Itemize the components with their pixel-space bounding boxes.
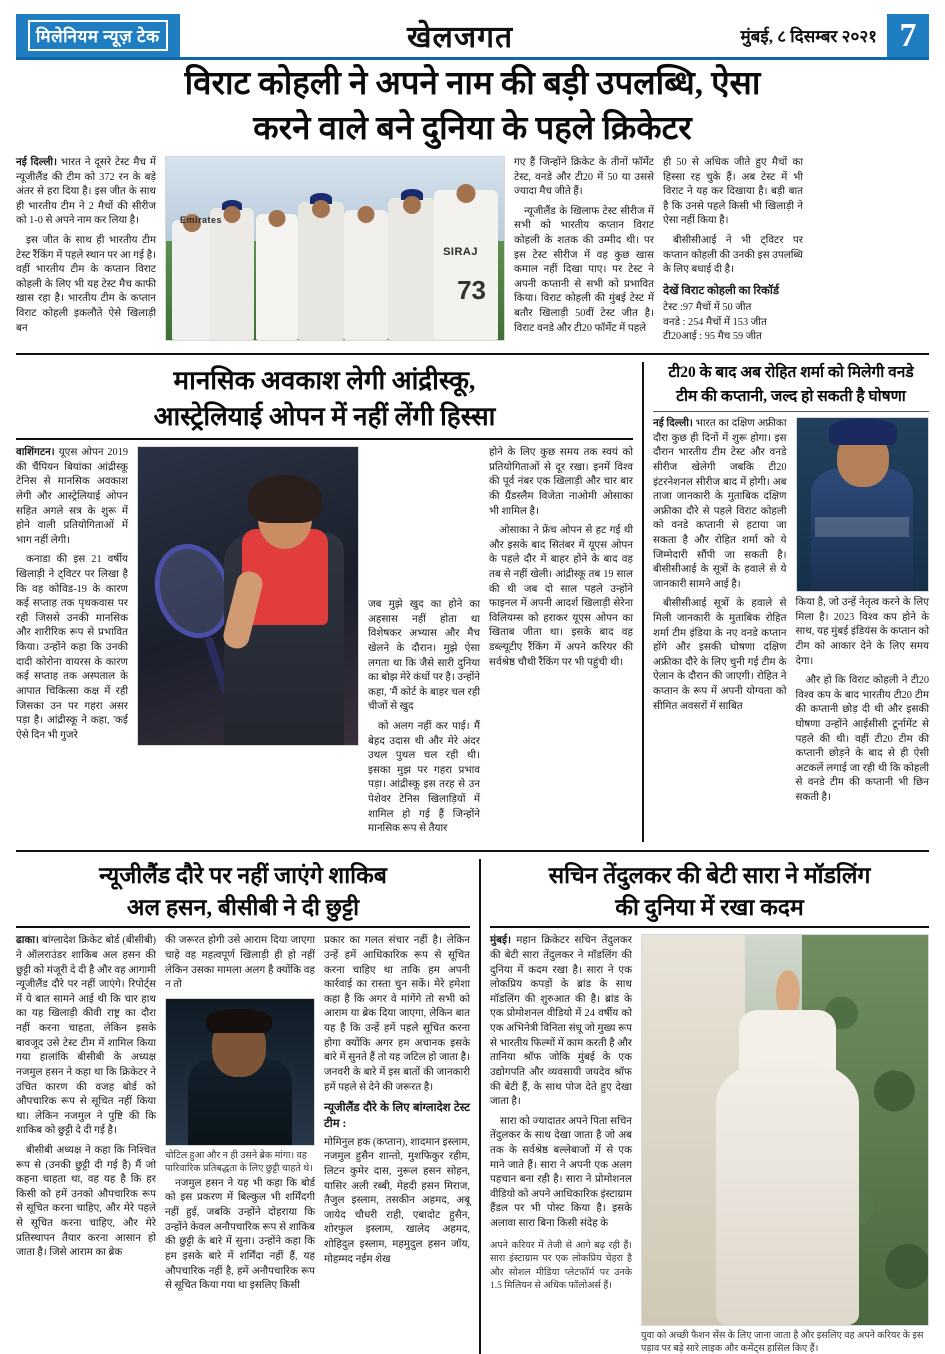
rohit-col1-para1: भारत का दक्षिण अफ्रीका दौरा कुछ ही दिनों में शुरू होगा। इस दौरान भारतीय टीम टेस्ट और वनडे सीरीज खेलेगी जबकि टी20 इंटरनेशनल सीरीज बाद में होगी। अब ताजा जानकारी के मुताबिक दक्षिण अफ्रीका दौरे से पहले विराट कोहली को वनडे कप्तानी से हटाया जा सकता है और रोहित शर्मा को ये जिम्मेदारी सौंपी जा सकती है। बीसीसीआई के सूत्रों के हवाले से ये जानकारी सामने आई है। <box>653 418 787 590</box>
lead-col2-para2: न्यूजीलैंड के खिलाफ टेस्ट सीरीज में सभी को भारतीय कप्तान विराट कोहली के शतक की उम्मीद थी। पर इस टेस्ट सीरीज में वह कुछ खास कमाल नहीं दिखा पाए। पर टेस्ट ने अपनी कप्तानी से सभी को प्रभावित किया। विराट कोहली की मुंबई टेस्ट में बतौर खिलाड़ी 50वीं टेस्ट जीत है। विराट वनडे और टी20 फॉर्मेट में पहले <box>514 205 654 334</box>
lead-col2 <box>514 156 654 345</box>
andreescu-col3-para1: होने के लिए कुछ समय तक स्वयं को प्रतियोगिताओं से दूर रखा। इनमें विश्व की पूर्व नंबर एक खिलाड़ी और चार बार की ग्रैंडस्लैम विजेता नाओमी ओसाका भी शामिल है। <box>489 447 633 517</box>
shakib-col1 <box>16 934 156 1298</box>
andreescu-col2-para2: को अलग नहीं कर पाई। मैं बेहद उदास थी और मेरे अंदर उथल पुथल चल रही थी। इसका मुझ पर गहरा प्रभाव पड़ा। आंद्रीस्कू इस तरह से उन पेशेवर टेनिस खिलाड़ियों में शामिल हो गई हैं जिन्होंने मानसिक रूप से तैयार <box>368 721 480 835</box>
story-sara <box>479 859 929 1354</box>
rohit-right-col <box>796 417 930 811</box>
sara-tendulkar-photo <box>641 934 929 1326</box>
kohli-record-test: टेस्ट :97 मैचों में 50 जीत <box>663 302 752 314</box>
rohit-headline-line2: टीम की कप्तानी, जल्द हो सकती है घोषणा <box>676 387 906 405</box>
dateline: मुंबई, ८ दिसम्बर २०२१ <box>740 27 877 46</box>
story-shakib <box>16 859 470 1354</box>
rohit-col2-para2: और हो कि विराट कोहली ने टी20 विश्व कप के बाद भारतीय टी20 टीम की कप्तानी छोड़ दी थी और इसकी घोषणा उन्होंने आईसीसी टूर्नामेंट से पहले की थी। वहीं टी20 टीम की कप्तानी छोड़ने के बाद से ही ऐसी अटकलें लगाई जा रही थी कि कोहली से वनडे टीम की कप्तानी भी छिन सकती है। <box>795 675 929 804</box>
section-title-container <box>180 14 741 57</box>
newspaper-logo <box>16 14 180 57</box>
andreescu-headline-line2: आस्ट्रेलियाई ओपन में नहीं लेंगी हिस्सा <box>153 402 496 432</box>
newspaper-logo-text: मिलेनियम न्यूज़ टेक <box>28 20 168 51</box>
shakib-photo-caption: चोटिल हुआ और न ही उसने ब्रेक मांगा। वह पारिवारिक प्रतिबद्धता के लिए छुट्टी चाहते थे। <box>165 1150 313 1174</box>
lead-headline-line1: विराट कोहली ने अपने नाम की बड़ी उपलब्धि, ऐसा <box>184 66 761 102</box>
page-number-badge: 7 <box>887 14 929 57</box>
shakib-col2 <box>165 934 315 1298</box>
jersey-name-text: SIRAJ <box>443 245 478 258</box>
sara-place: मुंबई। <box>490 935 511 947</box>
lead-photo-wrap <box>165 156 505 345</box>
lead-col1-place: नई दिल्ली। <box>16 156 57 168</box>
jersey-sponsor-text: Emirates <box>180 214 223 225</box>
middle-band <box>16 362 929 842</box>
sara-caption-right: युवा को अच्छी फैशन सेंस के लिए जाना जाता है और इसलिए वह अपने करियर के इस पड़ाव पर बड़े सारे लाइक और कमेंट्स हासिल किए हैं। <box>641 1331 924 1354</box>
shakib-al-hasan-photo <box>165 998 315 1146</box>
andreescu-col1 <box>16 446 128 842</box>
kohli-record-box <box>663 283 803 345</box>
bottom-band <box>16 859 929 1354</box>
shakib-col2-para1: की जरूरत होगी उसे आराम दिया जाएगा चाहे वह महत्वपूर्ण खिलाड़ी ही हो नहीं लेकिन उसका मामला अलग है क्योंकि वह न तो <box>165 935 315 991</box>
shakib-col3 <box>324 934 470 1298</box>
lead-headline-line2: करने वाले बने दुनिया के पहले क्रिकेटर <box>253 110 692 147</box>
lead-col3-para2: बीसीसीआई ने भी ट्विटर पर कप्तान कोहली की उनकी इस उपलब्धि के लिए बधाई दी है। <box>663 234 803 276</box>
section-title: खेलजगत <box>406 21 514 54</box>
story-andreescu <box>16 362 633 842</box>
rohit-headline-line1: टी20 के बाद अब रोहित शर्मा को मिलेगी वनडे <box>668 363 914 381</box>
andreescu-col3 <box>489 446 633 842</box>
kohli-record-t20i: टी20आई : 95 मैच 59 जीत <box>663 331 762 343</box>
andreescu-col2 <box>368 446 480 842</box>
shakib-col2-para2: नजमुल हसन ने यह भी कहा कि बोर्ड को इस प्रकरण में बिल्कुल भी शर्मिंदगी नहीं हुई, जबकि उन्होंने दोहराया कि उन्होंने केवल अनौपचारिक रूप से शाकिब की छुट्टी के बारे में सुना। उन्होंने कहा कि हम इसके बारे में शर्मिंदा नहीं हैं, यह औपचारिक नहीं है, हमें अनौपचारिक रूप से सूचित किया गया था इसलिए किसी <box>165 1177 315 1292</box>
lead-col1-para1: भारत ने दूसरे टेस्ट मैच में न्यूजीलैंड की टीम को 372 रन के बड़े अंतर से हरा दिया है। इस जीत के साथ ही भारतीय टीम ने 2 मैचों की सीरीज को 1-0 से अपने नाम कर लिया है। <box>16 156 156 227</box>
shakib-headline-line2: अल हसन, बीसीबी ने दी छुट्टी <box>126 894 360 920</box>
rohit-sharma-photo <box>796 417 930 592</box>
rohit-col1-para2: बीसीसीआई सूत्रों के हवाले से मिली जानकारी के मुताबिक रोहित शर्मा टीम इंडिया के नए वनडे कप्तान होंगे और इसकी घोषणा दक्षिण अफ्रीका दौरे के लिए चुनी गई टीम के ऐलान के दौरान की जाएगी। रोहित ने कप्तान के रूप में अपनी योग्यता को सीमित अवसरों में साबित <box>653 598 787 712</box>
rohit-place: नई दिल्ली। <box>653 418 693 430</box>
shakib-place: ढाका। <box>16 935 39 947</box>
rohit-col2-para1: किया है, जो उन्हें नेतृत्व करने के लिए मिला है। 2023 विश्व कप होने के साथ, यह मुंबई इंडियंस के कप्तान को टीम को आकार देने के लिए समय देगा। <box>795 597 929 667</box>
andreescu-col2-para1: जब मुझे खुद का होने का अहसास नहीं होता था विशेषकर अभ्यास और मैच खेलने के दौरान। मुझे ऐसा लगता था कि जैसे सारी दुनिया का बोझ मेरे कंधों पर है। उन्होंने कहा, 'मैं कोर्ट के बाहर चल रही चीजों से खुद <box>368 599 480 713</box>
andreescu-col1-para1: यूएस ओपन 2019 की चैंपियन बियांका आंद्रीस्कू टेनिस से मानसिक अवकाश लेगी और आस्ट्रेलियाई ओपन सहित अगले सत्र के शुरू में होने वाली प्रतियोगिताओं में भाग नहीं लेगी। <box>16 447 129 546</box>
shakib-col1-para1: बांग्लादेश क्रिकेट बोर्ड (बीसीबी) ने ऑलराउंडर शाकिब अल हसन की छुट्टी को मंजूरी दे दी है और वह आगामी न्यूजीलैंड दौरे पर नहीं जाएंगे। रिपोर्ट्स में ये बात सामने आई थी कि चार हाथ का यह खिलाड़ी कीवी राष्ट्र का दौरा नहीं करना चाहता, लेकिन इसके बावजूद उसे टेस्ट टीम में शामिल किया गया हालांकि बीसीबी के अध्यक्ष नजमुल हसन ने कहा था कि क्रिकेटर ने उचित कारण की वजह बोर्ड को औपचारिक रूप से सूचित नहीं किया था। लेकिन नजमुल ने पुष्टि की कि शाकिब को छुट्टी दे दी गई है। <box>16 935 156 1137</box>
sara-caption-left: अपने करियर में तेजी से आगे बढ़ रही हैं। सारा इंस्टाग्राम पर एक लोकप्रिय चेहरा है और सोशल मीडिया प्लेटफॉर्म पर उनके 1.5 मिलियन से अधिक फॉलोअर्स हैं। <box>490 1240 632 1292</box>
lead-col1-para2: इस जीत के साथ ही भारतीय टीम टेस्ट रैंकिंग में पहले स्थान पर आ गई है। वहीं भारतीय टीम के कप्तान विराट कोहली के लिए भी यह टेस्ट मैच काफी खास रहा है। भारतीय टीम के कप्तान विराट कोहली इकलौते ऐसे खिलाड़ी बन <box>16 234 156 334</box>
story-rohit <box>642 362 929 842</box>
rohit-col1 <box>653 417 787 811</box>
lead-col3-para1: ही 50 से अधिक जीते हुए मैचों का हिस्सा रह चुके हैं। अब टेस्ट में भी विराट ने यह कर दिखाया है। बड़ी बात है कि उनसे पहले किसी भी खिलाड़ी ने ऐसा नहीं किया है। <box>663 156 803 227</box>
lead-col3 <box>663 156 803 345</box>
sara-headline-line2: की दुनिया में रखा कदम <box>615 894 804 920</box>
masthead <box>16 14 929 60</box>
lead-col1 <box>16 156 156 345</box>
shakib-squad-list: मोमिनुल हक (कप्तान), शादमान इस्लाम, नजमुल हुसैन शान्तो, मुशफिकुर रहीम, लिटन कुमेर दास, नुरूल हसन सोहन, यासिर अली रब्बी, मेहदी हसन मिराज, तैजुल इस्लाम, तसकीन अहमद, अबू जायेद चौधरी राही, एबादोट हुसैन, शोरफुल इस्लाम, खालेद अहमद, शोहिदुल इस्लाम, महमुदुल हसन जॉय, मोहम्मद नईम शेख <box>324 1136 470 1265</box>
india-team-huddle-photo <box>165 156 505 341</box>
andreescu-headline-line1: मानसिक अवकाश लेगी आंद्रीस्कू, <box>173 365 476 395</box>
sara-col1-para2: सारा को ज्यादातर अपने पिता सचिन तेंदुलकर के साथ देखा जाता है जो अब तक के सर्वश्रेष्ठ बल्लेबाजों में से एक माने जाते हैं। सारा ने अपनी एक अलग पहचान बना रही है। सारा ने प्रोमोशनल वीडियो को अपने आधिकारिक इंस्टाग्राम हैंडल पर भी पोस्ट किया है। इसके अलावा सारा बिना किसी संदेह के <box>490 1115 632 1229</box>
shakib-headline-line1: न्यूजीलैंड दौरे पर नहीं जाएंगे शाकिब <box>99 862 387 888</box>
jersey-number-text: 73 <box>457 274 486 305</box>
sara-col1-para1: महान क्रिकेटर सचिन तेंदुलकर की बेटी सारा तेंदुलकर ने मॉडलिंग की दुनिया में कदम रखा है। सारा ने एक लोकप्रिय कपड़ों के ब्रांड के साथ मॉडलिंग की शुरुआत की है। ब्रांड के एक प्रोमोशनल वीडियो में 24 वर्षीय को एक अभिनेत्री विनिता संधू जो मुख्य रूप से भारतीय फिल्मों में काम करती है और तानिया श्रॉफ जोकि मुंबई के एक उद्योगपति और व्यवसायी जयदेव श्रॉफ की बेटी हैं, के साथ पोज देते हुए देखा जाता है। <box>490 935 632 1108</box>
lead-story <box>16 66 929 345</box>
kohli-record-odi: वनडे : 254 मैचों में 153 जीत <box>663 316 767 328</box>
sara-col1 <box>490 934 632 1354</box>
sara-headline-line1: सचिन तेंदुलकर की बेटी सारा ने मॉडलिंग <box>548 862 871 888</box>
lead-col2-para1: गए हैं जिन्होंने क्रिकेट के तीनों फॉर्मेट टेस्ट, वनडे और टी20 में 50 या उससे ज्यादा मैच जीते हैं। <box>514 156 654 198</box>
andreescu-col3-para2: ओसाका ने फ्रेंच ओपन से हट गई थी और इसके बाद सितंबर में यूएस ओपन के पहले दौर में बाहर होने के बाद वह तब से नहीं खेली। आंद्रीस्कू तब 19 साल की थी जब दो साल पहले उन्होंने फाइनल में अपनी आदर्श खिलाड़ी सेरेना विलियम्स को हराकर यूएस ओपन का खिताब जीता था। इसके बाद वह डब्ल्यूटीए रैंकिंग में अपने करियर की सर्वश्रेष्ठ चौथी रैंकिंग पर भी पहुंची थी। <box>489 525 633 668</box>
bianca-andreescu-photo <box>137 446 359 746</box>
andreescu-photo-wrap <box>137 446 359 842</box>
andreescu-place: वाशिंगटन। <box>16 447 55 459</box>
sara-col2 <box>641 934 929 1354</box>
shakib-squad-subhead: न्यूजीलैंड दौरे के लिए बांग्लादेश टेस्ट टीम : <box>324 1102 470 1131</box>
kohli-record-heading: देखें विराट कोहली का रिकॉर्ड <box>663 284 780 297</box>
andreescu-col1-para2: कनाडा की इस 21 वर्षीय खिलाड़ी ने ट्विटर पर लिखा है कि वह कोविड-19 के कारण कई सप्ताह तक पृथकवास पर रही जिससे उनकी मानसिक और शारीरिक रूप से प्रभावित किया। उन्होंने कहा कि उनकी दादी कोरोना वायरस के कारण कई सप्ताह तक अस्पताल के आपात चिकित्सा कक्ष में रही जिसका उन पर गहरा असर पड़ा है। आंद्रीस्कू ने कहा, 'कई ऐसे दिन भी गुजरे <box>16 554 128 741</box>
shakib-col1-para2: बीसीबी अध्यक्ष ने कहा कि निश्चित रूप से (उनकी छुट्टी दी गई है) मैं जो कहना चाहता था, वह यह है कि हर किसी को हमें उनको औपचारिक रूप से सूचित करना चाहिए, और मेरे पहले से सूचित करना चाहिए, और मेरे प्रतिस्थापन तैयार करना आसान हो जाता है। जिसे आराम का ब्रेक <box>16 1144 156 1259</box>
shakib-col3-para1: प्रकार का गलत संचार नहीं है। लेकिन उन्हें हमें आधिकारिक रूप से सूचित करना चाहिए था ताकि हम अपनी कार्रवाई का रास्ता चुन सकें। मेरे हमेशा कहा है कि अगर वे मांगेंगे तो सभी को आराम या ब्रेक दिया जाएगा, लेकिन बात यह है कि उन्हें हमें पहले सूचित करना होगा क्योंकि अगर हम अचानक इसके बारे में सुनते हैं तो यह जटिल हो जाता है। जनवरी के बारे में इस बातों की जानकारी हमें पहले से देने की जरूरत है। <box>324 935 470 1093</box>
